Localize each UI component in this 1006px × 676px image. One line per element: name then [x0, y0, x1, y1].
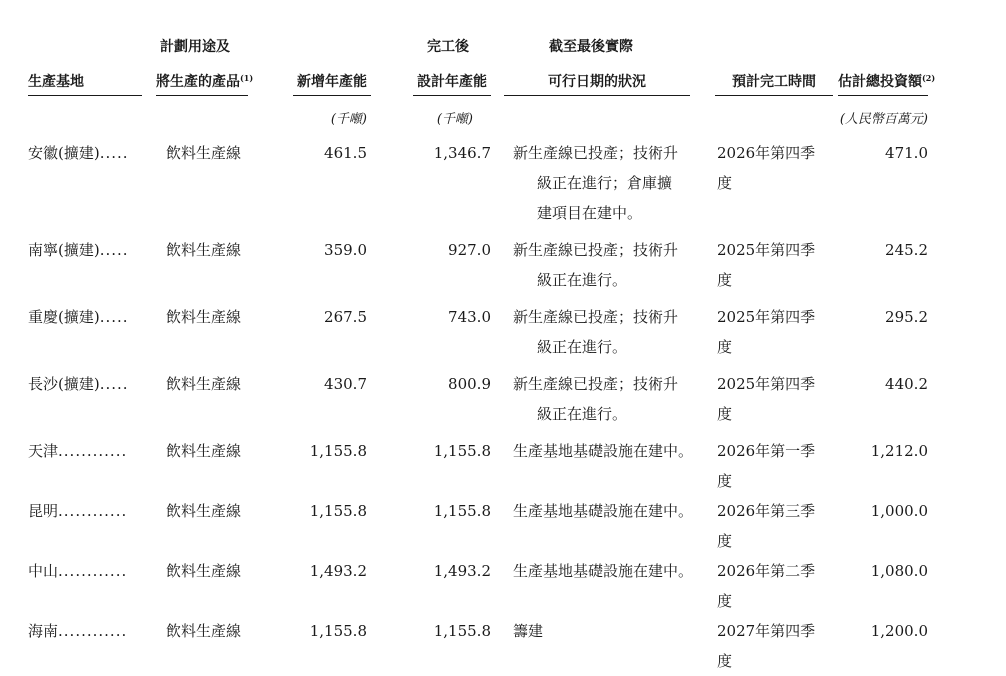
header-site: 生產基地 — [28, 68, 146, 96]
leader-dots: ............ — [58, 502, 128, 520]
cell-status — [491, 436, 694, 496]
status-line: 新生產線已投產；技術升 — [513, 308, 679, 326]
leader-dots: ..... — [99, 375, 129, 393]
cell-new-capacity: 359.0 — [324, 241, 367, 259]
cell-investment: 1,212.0 — [870, 442, 928, 460]
cell-site — [28, 138, 146, 228]
cell-investment: 1,080.0 — [870, 562, 928, 580]
header-new-capacity: 新增年產能 — [276, 68, 371, 96]
cell-product: 飲料生產線 — [166, 308, 242, 326]
leader-dots: ............ — [58, 562, 128, 580]
cell-design-capacity: 1,493.2 — [433, 562, 491, 580]
header-status-line1: 截至最後實際 — [549, 39, 633, 55]
cell-product: 飲料生產線 — [166, 375, 242, 393]
cell-design-capacity: 1,155.8 — [433, 502, 491, 520]
cell-status — [491, 235, 691, 295]
units-row — [28, 96, 928, 138]
site-name: 重慶(擴建) — [28, 308, 100, 326]
cell-completion: 2025年第四季度 — [717, 241, 816, 289]
site-name: 長沙(擴建) — [28, 375, 100, 393]
cell-design-capacity: 1,155.8 — [433, 622, 491, 640]
cell-status — [491, 496, 694, 556]
cell-site — [28, 369, 146, 429]
cell-site — [28, 556, 146, 616]
cell-status — [491, 556, 694, 616]
header-completion: 預計完工時間 — [691, 68, 821, 96]
cell-investment: 440.2 — [885, 375, 928, 393]
cell-design-capacity: 927.0 — [448, 241, 491, 259]
table-row — [28, 302, 928, 362]
status-line: 生產基地基礎設施在建中。 — [513, 442, 694, 460]
cell-completion: 2026年第四季度 — [717, 144, 816, 192]
site-name: 昆明 — [28, 502, 59, 520]
cell-product: 飲料生產線 — [166, 442, 242, 460]
cell-completion: 2026年第三季度 — [717, 502, 816, 550]
status-line: 新生產線已投產；技術升 — [513, 375, 679, 393]
header-product-line1: 計劃用途及 — [160, 39, 230, 55]
status-line: 級正在進行。 — [537, 405, 628, 423]
header-design-line1: 完工後 — [427, 39, 469, 55]
status-line: 新生產線已投產；技術升 — [513, 144, 679, 162]
status-line: 級正在進行。 — [537, 338, 628, 356]
table-row — [28, 556, 928, 616]
status-line: 生產基地基礎設施在建中。 — [513, 502, 694, 520]
status-line: 新生產線已投產；技術升 — [513, 241, 679, 259]
cell-site — [28, 436, 146, 496]
cell-site — [28, 235, 146, 295]
cell-site — [28, 496, 146, 556]
cell-product: 飲料生產線 — [166, 241, 242, 259]
cell-new-capacity: 1,155.8 — [309, 442, 367, 460]
cell-site — [28, 302, 146, 362]
cell-investment: 471.0 — [885, 144, 928, 162]
cell-site — [28, 616, 146, 676]
site-name: 南寧(擴建) — [28, 241, 100, 259]
leader-dots: ..... — [99, 241, 129, 259]
leader-dots: ..... — [99, 144, 129, 162]
cell-new-capacity: 1,155.8 — [309, 502, 367, 520]
row-spacer — [28, 228, 928, 235]
table-row — [28, 616, 928, 676]
spacer-cell — [28, 228, 928, 235]
cell-design-capacity: 800.9 — [448, 375, 491, 393]
cell-new-capacity: 461.5 — [324, 144, 367, 162]
cell-investment: 1,000.0 — [870, 502, 928, 520]
cell-completion: 2026年第一季度 — [717, 442, 816, 490]
cell-product: 飲料生產線 — [166, 562, 242, 580]
cell-completion: 2025年第四季度 — [717, 308, 816, 356]
site-name: 中山 — [28, 562, 59, 580]
table-row — [28, 369, 928, 429]
cell-completion: 2025年第四季度 — [717, 375, 816, 423]
cell-product: 飲料生產線 — [166, 622, 242, 640]
cell-design-capacity: 743.0 — [448, 308, 491, 326]
cell-investment: 295.2 — [885, 308, 928, 326]
cell-investment: 1,200.0 — [870, 622, 928, 640]
cell-status — [491, 138, 691, 228]
cell-new-capacity: 1,155.8 — [309, 622, 367, 640]
header-design-capacity: 設計年產能 — [371, 68, 491, 96]
leader-dots: ..... — [99, 308, 129, 326]
row-spacer — [28, 362, 928, 369]
header-product: 將生產的產品$^{(1)}$ — [146, 68, 276, 96]
cell-status — [491, 302, 691, 362]
cell-completion: 2026年第二季度 — [717, 562, 816, 610]
site-name: 海南 — [28, 622, 59, 640]
unit-investment: (人民幣百萬元) — [839, 112, 928, 127]
cell-design-capacity: 1,155.8 — [433, 442, 491, 460]
cell-design-capacity: 1,346.7 — [433, 144, 491, 162]
row-spacer — [28, 429, 928, 436]
spacer-cell — [28, 295, 928, 302]
header-status: 可行日期的狀況 — [491, 68, 691, 96]
cell-completion: 2027年第四季度 — [717, 622, 816, 670]
cell-investment: 245.2 — [885, 241, 928, 259]
unit-new-capacity: (千噸) — [330, 112, 367, 127]
cell-new-capacity: 267.5 — [324, 308, 367, 326]
status-line: 級正在進行；倉庫擴 — [537, 174, 673, 192]
spacer-cell — [28, 429, 928, 436]
production-bases-table — [28, 30, 936, 676]
cell-new-capacity: 1,493.2 — [309, 562, 367, 580]
table-row — [28, 235, 928, 295]
status-line: 生產基地基礎設施在建中。 — [513, 562, 694, 580]
cell-status — [491, 616, 691, 676]
table-row — [28, 496, 928, 556]
status-line: 籌建 — [513, 622, 544, 640]
table-row — [28, 436, 928, 496]
row-spacer — [28, 295, 928, 302]
header-investment: 估計總投資額$^{(2)}$ — [821, 68, 928, 96]
leader-dots: ............ — [58, 622, 128, 640]
status-line: 建項目在建中。 — [537, 204, 643, 222]
table-row — [28, 138, 928, 228]
unit-design-capacity: (千噸) — [436, 112, 473, 127]
site-name: 安徽(擴建) — [28, 144, 100, 162]
leader-dots: ............ — [58, 442, 128, 460]
cell-product: 飲料生產線 — [166, 144, 242, 162]
cell-status — [491, 369, 691, 429]
cell-new-capacity: 430.7 — [324, 375, 367, 393]
cell-product: 飲料生產線 — [166, 502, 242, 520]
status-line: 級正在進行。 — [537, 271, 628, 289]
spacer-cell — [28, 362, 928, 369]
site-name: 天津 — [28, 442, 59, 460]
